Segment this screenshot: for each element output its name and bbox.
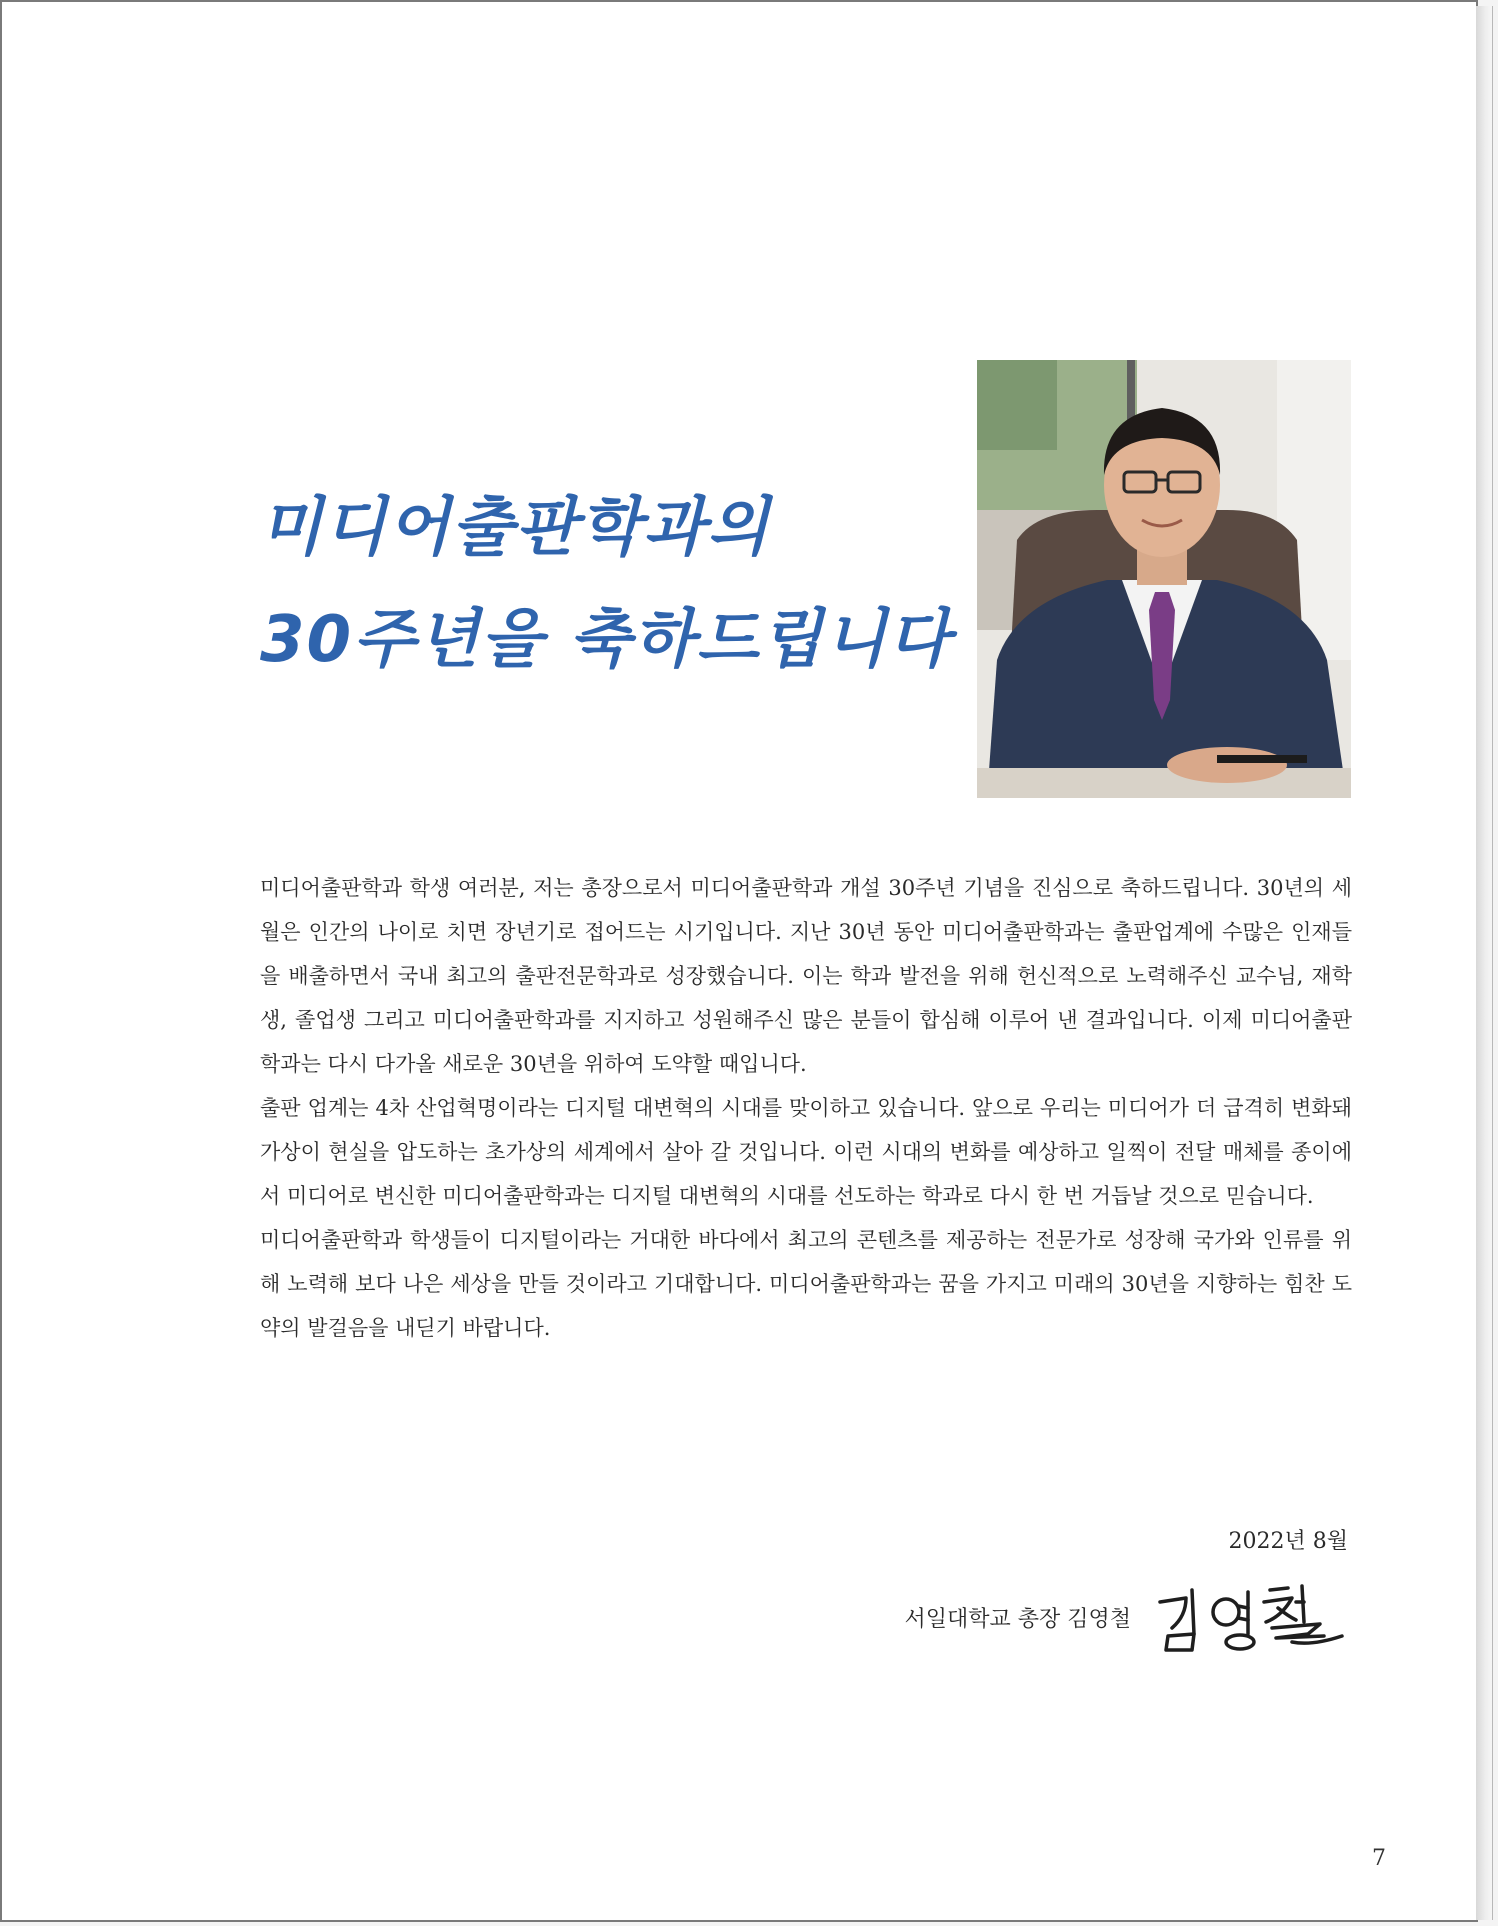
- letter-date: 2022년 8월: [1228, 1529, 1348, 1554]
- signer-name: 서일대학교 총장 김영철: [904, 1607, 1131, 1632]
- title-line-1: 미디어출판학과의: [260, 491, 771, 565]
- body-paragraph-2: 출판 업계는 4차 산업혁명이라는 디지털 대변혁의 시대를 맞이하고 있습니다. 앞으로 우리는 미디어가 더 급격히 변화돼 가상이 현실을 압도하는 초가상의 세계에서 살아 갈 것입니다. 이런 시대의 변화를 예상하고 일찍이 전달 매체를 종이에서 미디어로 변신한 미디어출판학과는 디지털 대변혁의 시대를 선도하는 학과로 다시 한 번 거듭날 것으로 믿습니다.: [260, 1096, 1352, 1208]
- body-paragraph-1: 미디어출판학과 학생 여러분, 저는 총장으로서 미디어출판학과 개설 30주년 기념을 진심으로 축하드립니다. 30년의 세월은 인간의 나이로 치면 장년기로 접어드는 시기입니다. 지난 30년 동안 미디어출판학과는 출판업계에 수많은 인재들을 배출하면서 국내 최고의 출판전문학과로 성장했습니다. 이는 학과 발전을 위해 헌신적으로 노력해주신 교수님, 재학생, 졸업생 그리고 미디어출판학과를 지지하고 성원해주신 많은 분들이 합심해 이루어 낸 결과입니다. 이제 미디어출판학과는 다시 다가올 새로운 30년을 위하여 도약할 때입니다.: [260, 876, 1352, 1076]
- page-number: 7: [1372, 1846, 1386, 1871]
- page-title: [260, 472, 960, 696]
- body-paragraph-3: 미디어출판학과 학생들이 디지털이라는 거대한 바다에서 최고의 콘텐츠를 제공하는 전문가로 성장해 국가와 인류를 위해 노력해 보다 나은 세상을 만들 것이라고 기대합니다. 미디어출판학과는 꿈을 가지고 미래의 30년을 지향하는 힘찬 도약의 발걸음을 내딛기 바랍니다.: [260, 1228, 1352, 1340]
- letter-body: [260, 866, 1352, 1350]
- title-line-2: 30주년을 축하드립니다: [260, 603, 952, 677]
- handwritten-signature: [1152, 1572, 1352, 1652]
- page-edge-shadow: [1476, 6, 1493, 1920]
- portrait-photo: [977, 360, 1351, 798]
